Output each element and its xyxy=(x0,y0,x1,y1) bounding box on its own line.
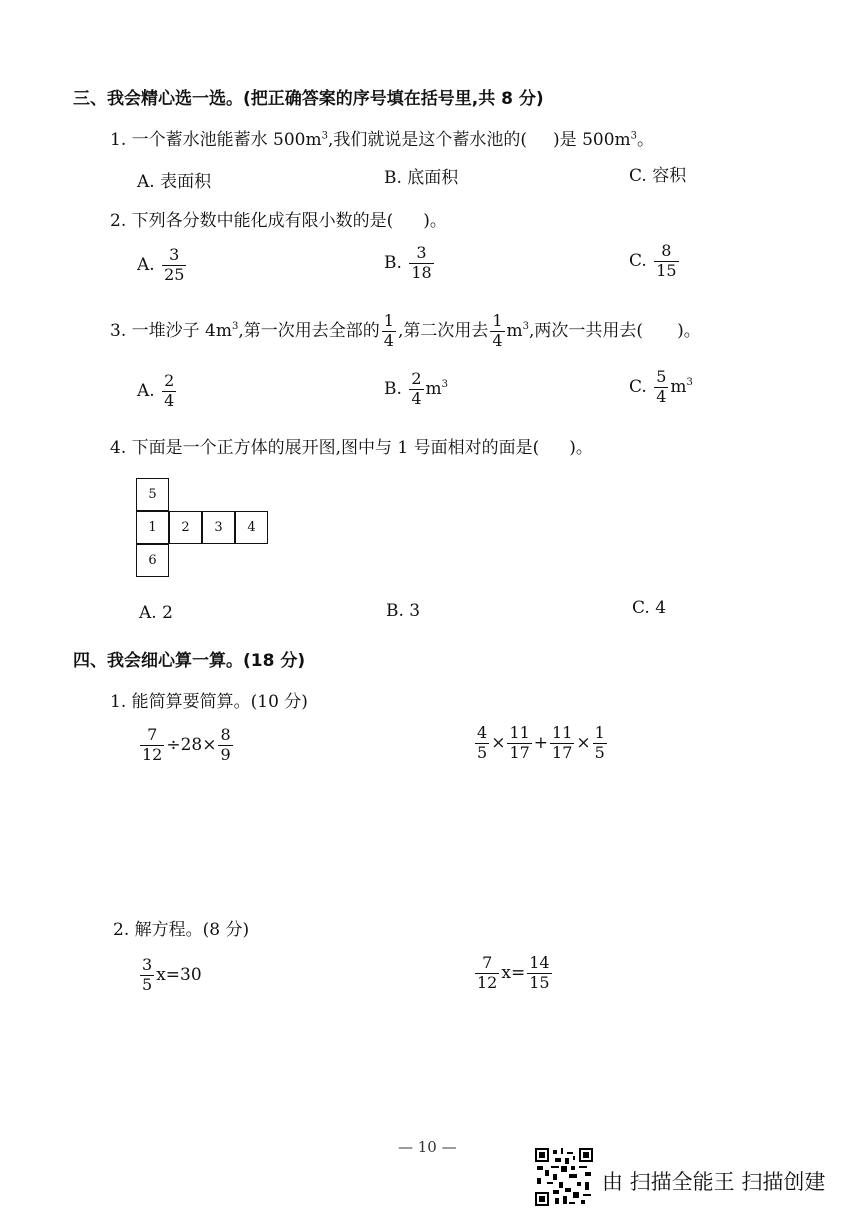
equation-2 xyxy=(473,955,554,992)
q2-option-b xyxy=(384,245,436,282)
q3-text-b: ,第一次用去全部的 xyxy=(238,320,380,341)
fraction xyxy=(475,955,499,992)
q1-option-a: A. 表面积 xyxy=(137,172,212,192)
q3-option-b: B. $\frac{2}{4}$ $m^3$ xyxy=(384,369,448,408)
denominator: 17 xyxy=(552,742,573,762)
part-2-title: 2. 解方程。(8 分) xyxy=(113,920,250,940)
q2-option-a xyxy=(137,247,188,284)
q1-option-b: B. 底面积 xyxy=(384,168,459,188)
q3-text-a: 3. 一堆沙子 4m xyxy=(110,320,232,341)
fraction xyxy=(593,725,607,762)
cube-face: 6 xyxy=(136,544,169,577)
fraction xyxy=(475,725,489,762)
denominator: 12 xyxy=(477,972,498,992)
equation-mid: x= xyxy=(501,962,526,983)
q1-text-b: ,我们就说是这个蓄水池的( xyxy=(327,130,528,150)
q3-a-fraction xyxy=(162,373,176,410)
q4-text: 4. 下面是一个正方体的展开图,图中与 1 号面相对的面是( xyxy=(110,438,540,458)
denominator: 18 xyxy=(411,262,432,282)
denominator: 5 xyxy=(477,742,488,762)
numerator: 2 xyxy=(164,371,175,390)
q3-unit: m xyxy=(506,320,523,341)
section-3-title: 三、我会精心选一选。(把正确答案的序号填在括号里,共 8 分) xyxy=(73,89,544,109)
q2-b-label: B. xyxy=(384,252,402,273)
numerator: 3 xyxy=(169,245,180,264)
q3-c-label: C. xyxy=(629,376,647,397)
q3-text-c: ,第二次用去 xyxy=(397,320,489,341)
q1-text-c: )是 500m xyxy=(553,130,631,150)
numerator: 11 xyxy=(509,723,530,742)
q1-text-a: 1. 一个蓄水池能蓄水 500m xyxy=(110,130,322,150)
cube-face: 2 xyxy=(169,511,202,544)
cube-face: 4 xyxy=(235,511,268,544)
fraction xyxy=(218,727,232,764)
q4-option-a: A. 2 xyxy=(139,603,173,623)
numerator: 1 xyxy=(383,311,394,330)
q3-fraction-1 xyxy=(382,313,396,350)
q3-text-d: ,两次一共用去( xyxy=(529,320,644,341)
numerator: 5 xyxy=(656,367,667,386)
fraction xyxy=(507,725,531,762)
q4-end: )。 xyxy=(569,438,593,458)
numerator: 7 xyxy=(147,725,158,744)
expression-2 xyxy=(473,725,609,762)
numerator: 3 xyxy=(142,955,153,974)
part-1-title: 1. 能简算要简算。(10 分) xyxy=(110,692,308,712)
q2-c-label: C. xyxy=(629,250,647,271)
denominator: 15 xyxy=(529,972,550,992)
denominator: 25 xyxy=(164,264,185,284)
denominator: 15 xyxy=(656,260,677,280)
denominator: 5 xyxy=(594,742,605,762)
operator: × xyxy=(576,732,591,753)
q2-end: )。 xyxy=(423,211,447,231)
denominator: 12 xyxy=(142,744,163,764)
cube-face: 1 xyxy=(136,511,169,544)
question-2 xyxy=(110,206,447,231)
denominator: 4 xyxy=(411,388,422,408)
fraction xyxy=(140,727,164,764)
numerator: 1 xyxy=(594,723,605,742)
denominator: 5 xyxy=(142,974,153,994)
denominator: 17 xyxy=(509,742,530,762)
q1-text-d: 。 xyxy=(637,130,655,150)
q3-option-a xyxy=(137,373,178,410)
expression-1 xyxy=(138,727,235,764)
q2-c-fraction xyxy=(654,243,678,280)
q4-option-c: C. 4 xyxy=(632,598,667,618)
q2-b-fraction xyxy=(409,245,433,282)
numerator: 11 xyxy=(552,723,573,742)
question-4 xyxy=(110,433,593,458)
numerator: 14 xyxy=(529,953,550,972)
q3-b-unit: m xyxy=(425,378,442,399)
cube-face: 3 xyxy=(202,511,235,544)
q3-c-unit: m xyxy=(670,376,687,397)
fraction xyxy=(140,957,154,994)
q1-option-c: C. 容积 xyxy=(629,166,687,186)
numerator: 1 xyxy=(492,311,503,330)
numerator: 2 xyxy=(411,369,422,388)
numerator: 3 xyxy=(416,243,427,262)
q4-option-b: B. 3 xyxy=(386,601,421,621)
equation-rest: x=30 xyxy=(156,964,202,985)
denominator: 4 xyxy=(164,390,175,410)
q3-c-fraction xyxy=(654,369,668,406)
cube-face: 5 xyxy=(136,478,169,511)
q3-b-label: B. xyxy=(384,378,402,399)
scanner-watermark: 由 扫描全能王 扫描创建 xyxy=(602,1170,826,1194)
operator: + xyxy=(533,732,549,753)
q3-fraction-2 xyxy=(490,313,504,350)
q2-a-fraction xyxy=(162,247,186,284)
fraction xyxy=(527,955,551,992)
numerator: 4 xyxy=(477,723,488,742)
q2-text: 2. 下列各分数中能化成有限小数的是( xyxy=(110,211,394,231)
section-4-title: 四、我会细心算一算。(18 分) xyxy=(73,651,306,671)
numerator: 7 xyxy=(482,953,493,972)
equation-1 xyxy=(138,957,202,994)
q3-option-c: C. $\frac{5}{4}$ $m^3$ xyxy=(629,367,693,406)
fraction xyxy=(550,725,574,762)
denominator: 4 xyxy=(492,330,503,350)
denominator: 4 xyxy=(656,386,667,406)
question-3: 3. 一堆沙子 $4m^3$,第一次用去全部的 $\frac{1}{4}$ ,第二次用去 $\frac{1}{4}$ $m^3$,两次一共用去( )。 xyxy=(110,311,701,350)
q3-end: )。 xyxy=(677,320,701,341)
operator: × xyxy=(491,732,506,753)
question-1: 1. 一个蓄水池能蓄水 $500m^3$,我们就说是这个蓄水池的( )是 $500m^3$。 xyxy=(110,130,655,150)
qr-code-icon xyxy=(535,1148,593,1206)
q2-option-c xyxy=(629,243,681,280)
numerator: 8 xyxy=(220,725,231,744)
operator: ÷28× xyxy=(166,734,217,755)
q2-a-label: A. xyxy=(137,254,155,275)
q3-b-fraction xyxy=(409,371,423,408)
page-number: — 10 — xyxy=(398,1138,457,1156)
q3-a-label: A. xyxy=(137,380,155,401)
denominator: 9 xyxy=(220,744,231,764)
numerator: 8 xyxy=(661,241,672,260)
denominator: 4 xyxy=(383,330,394,350)
